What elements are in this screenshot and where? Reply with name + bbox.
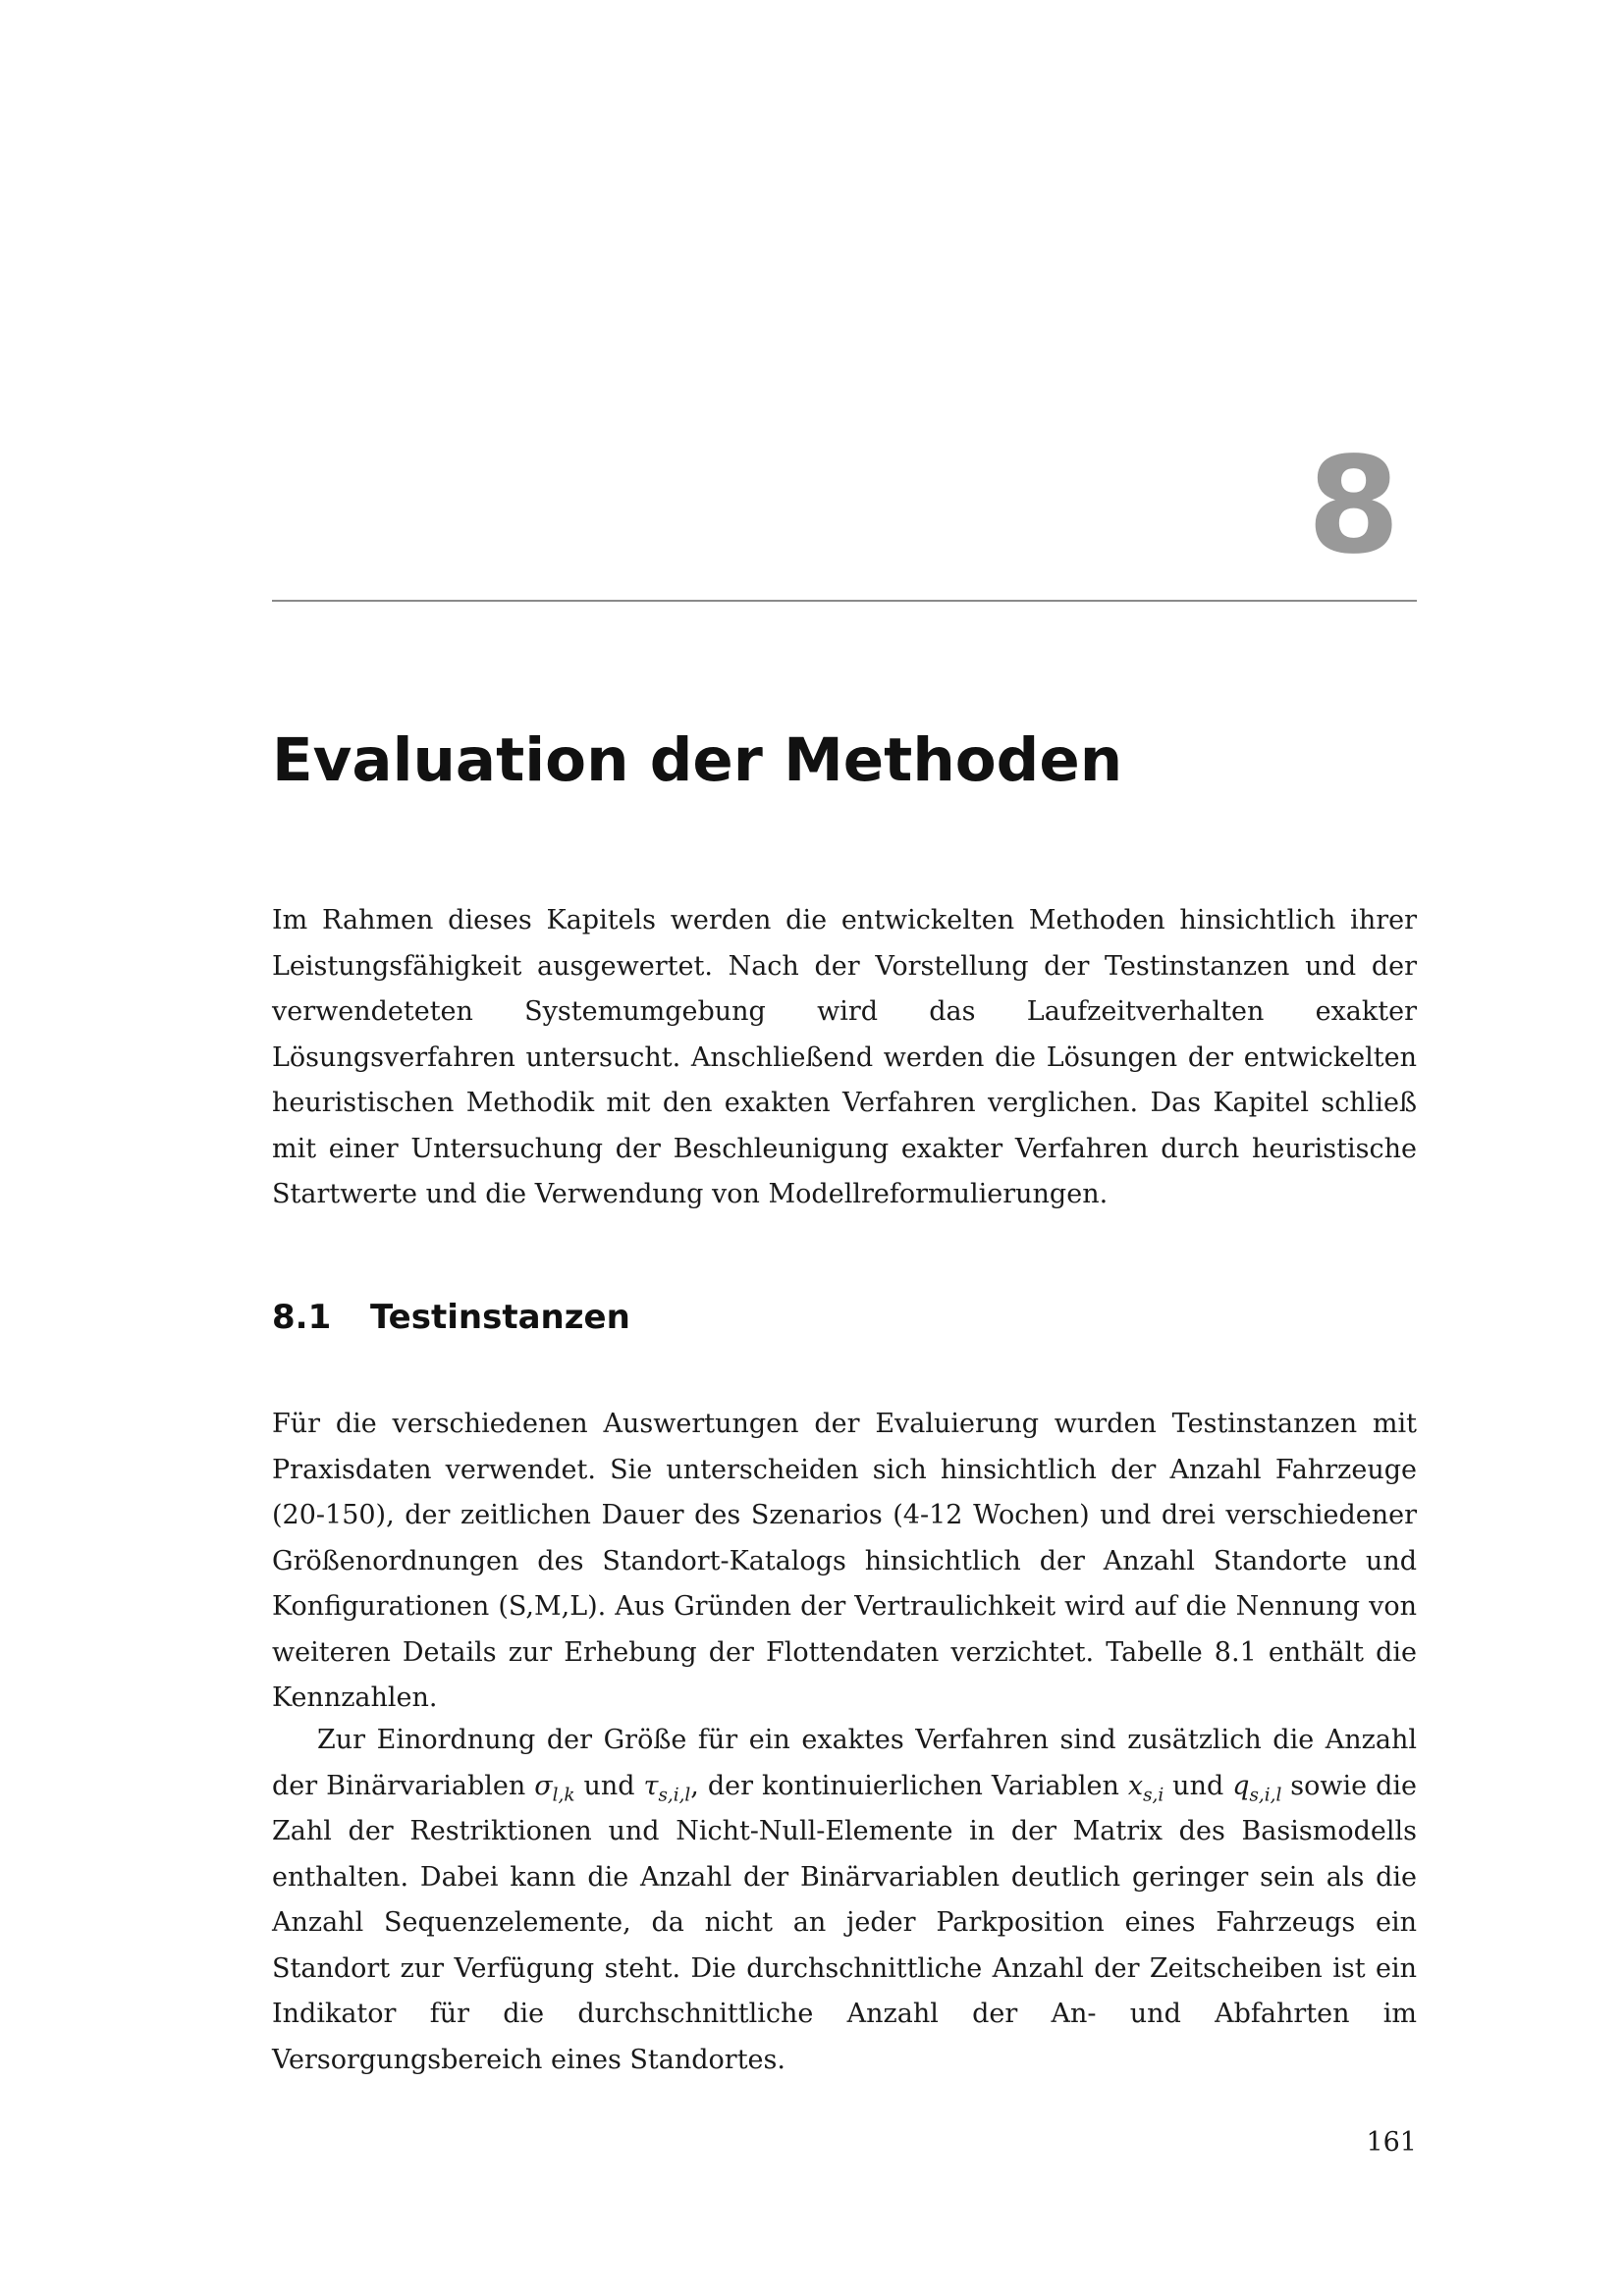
page-number: 161 [1366,2127,1417,2158]
paragraph-2-text-e: sowie die Zahl der Restriktionen und Nicht-Null-Elemente in der Matrix des Basismodells enthalten. Dabei kann die Anzahl der Binärvariablen deutlich geringer sein als die Anzahl Sequenzelemente, da nicht an jeder Parkposition eines Fahrzeugs ein Standort zur Verfügung steht. Die durchschnittliche Anzahl der Zeitscheiben ist ein Indikator für die durchschnittliche Anzahl der An- und Abfahrten im Versorgungsbereich eines Standortes. [272,1770,1417,2075]
section-number: 8.1 [272,1298,332,1337]
paragraph-2-text-b: und [574,1770,644,1801]
q-variable: $q_{s,i,l}$ [1232,1770,1282,1805]
tau-variable: $\tau_{s,i,l}$ [643,1770,691,1805]
sigma-variable: $\sigma_{l,k}$ [534,1770,575,1805]
section-title: Testinstanzen [370,1298,630,1337]
section-paragraph-1: Für die verschiedenen Auswertungen der Evaluierung wurden Testinstanzen mit Praxisdaten verwendet. Sie unterscheiden sich hinsichtlich der Anzahl Fahrzeuge (20-150), der zeitlichen Dauer des Szenarios (4-12 Wochen) und drei verschiedener Größenordnungen des Standort-Katalogs hinsichtlich der Anzahl Standorte und Konfigurationen (S,M,L). Aus Gründen der Vertraulichkeit wird auf die Nennung von weiteren Details zur Erhebung der Flottendaten verzichtet. Tabelle 8.1 enthält die Kennzahlen. [272,1409,1417,1713]
chapter-number: 8 [1307,429,1400,584]
x-variable: $x_{s,i}$ [1127,1770,1164,1805]
section-heading [272,1298,630,1338]
paragraph-2-text-d: und [1164,1770,1233,1801]
intro-paragraph: Im Rahmen dieses Kapitels werden die entwickelten Methoden hinsichtlich ihrer Leistungsfähigkeit ausgewertet. Nach der Vorstellung der Testinstanzen und der verwendeteten Systemumgebung wird das Laufzeitverhalten exakter Lösungsverfahren untersucht. Anschließend werden die Lösungen der entwickelten heuristischen Methodik mit den exakten Verfahren verglichen. Das Kapitel schließ mit einer Untersuchung der Beschleunigung exakter Verfahren durch heuristische Startwerte und die Verwendung von Modellreformulierungen. [272,905,1417,1209]
chapter-title: Evaluation der Methoden [272,725,1123,795]
section-paragraph-2 [272,1718,1417,2083]
paragraph-2-text-a: Zur Einordnung der Größe für ein exaktes Verfahren sind zusätzlich die Anzahl der Binärvariablen [272,1725,1417,1801]
paragraph-2-text-c: , der kontinuierlichen Variablen [690,1770,1128,1801]
chapter-divider [272,600,1417,602]
